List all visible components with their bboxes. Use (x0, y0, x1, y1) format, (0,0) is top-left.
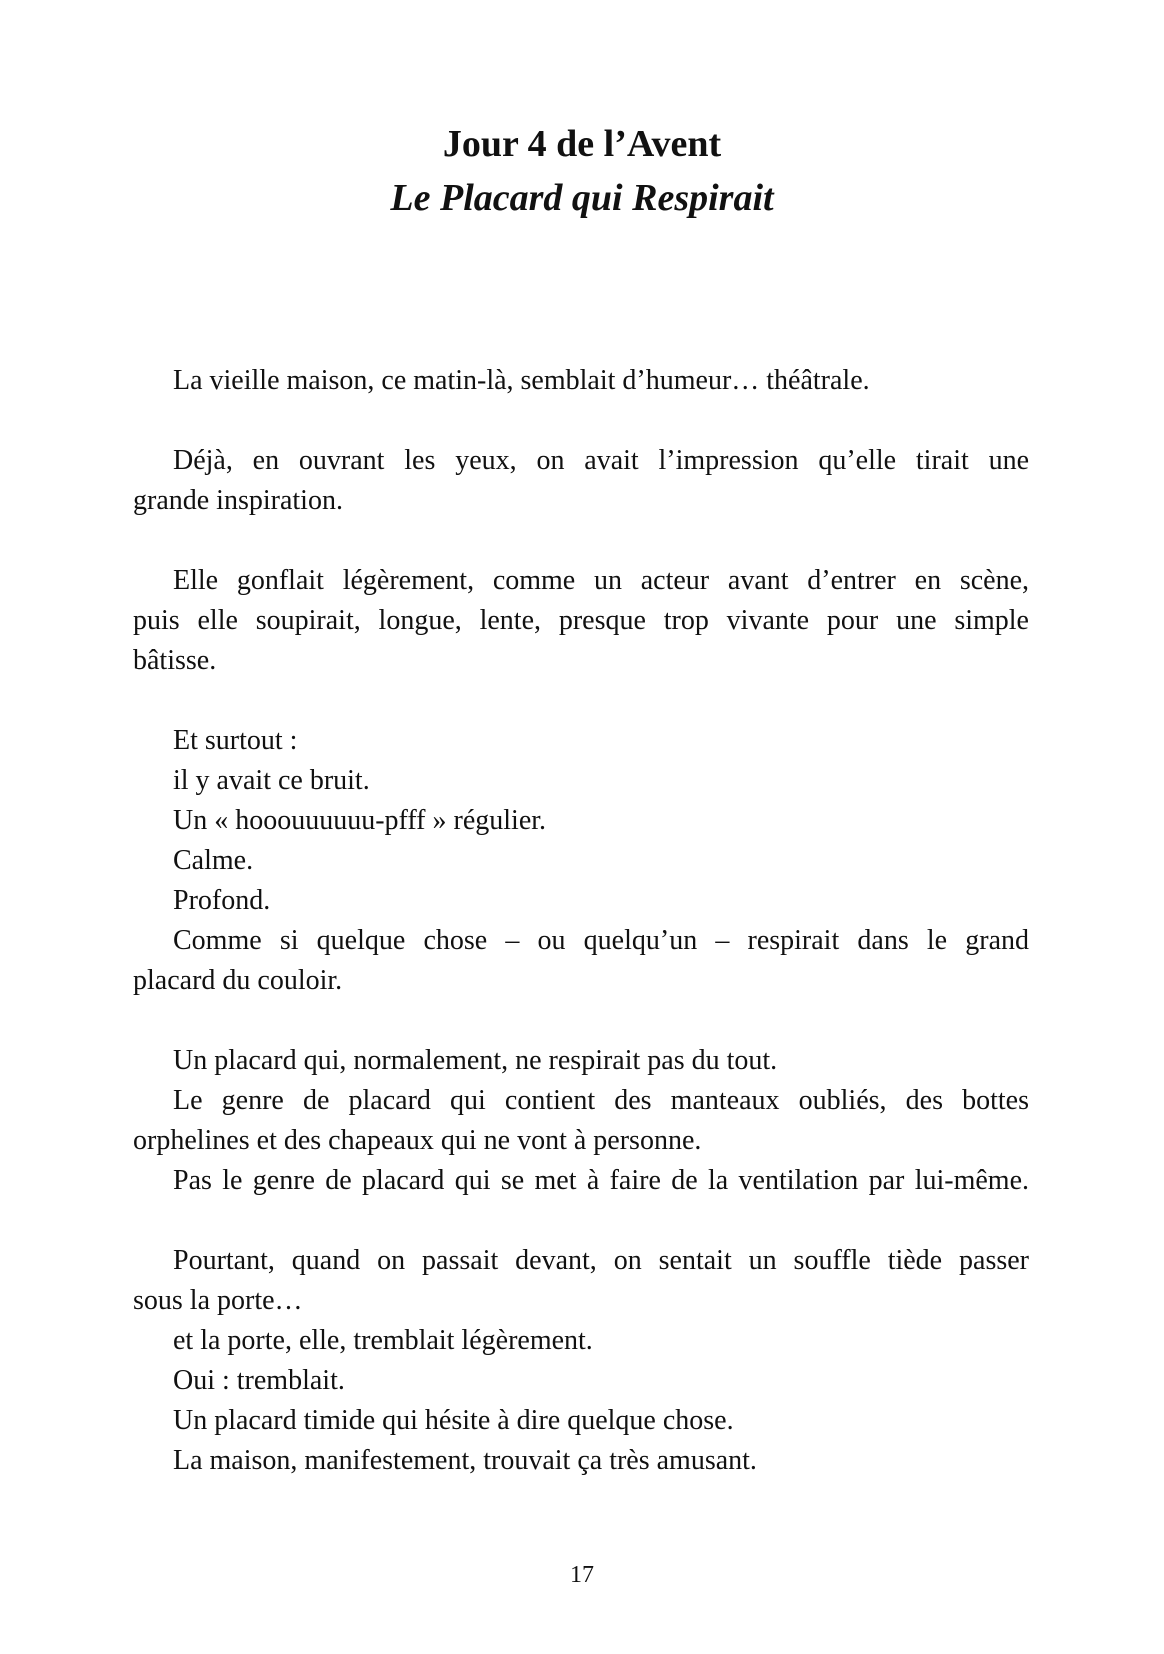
text-line: placard du couloir. (133, 965, 343, 996)
text-line: Un « hooouuuuuu-pfff » régulier. (173, 805, 547, 836)
text-line: sous la porte… (133, 1285, 303, 1316)
text-line: bâtisse. (133, 645, 217, 676)
text-line: Comme si quelque chose – ou quelqu’un – respirait dans le grand (173, 925, 1029, 956)
text-line: Le genre de placard qui contient des manteaux oubliés, des bottes (173, 1085, 1029, 1116)
paragraph-spacer (133, 1001, 1029, 1041)
text-line: Elle gonflait légèrement, comme un acteur avant d’entrer en scène, (173, 565, 1029, 596)
text-line: Pourtant, quand on passait devant, on sentait un souffle tiède passer (173, 1245, 1029, 1276)
text-line: Profond. (173, 885, 271, 916)
text-line: Déjà, en ouvrant les yeux, on avait l’impression qu’elle tirait une (173, 445, 1029, 476)
text-line: La vieille maison, ce matin-là, semblait d’humeur… théâtrale. (173, 365, 870, 396)
paragraph-spacer (133, 1201, 1029, 1241)
page-number: 17 (570, 1562, 594, 1588)
chapter-title: Jour 4 de l’Avent (442, 123, 722, 165)
text-line: puis elle soupirait, longue, lente, presque trop vivante pour une simple (133, 605, 1029, 636)
text-line: La maison, manifestement, trouvait ça très amusant. (173, 1445, 757, 1476)
text-line: orphelines et des chapeaux qui ne vont à personne. (133, 1125, 702, 1156)
text-line: Un placard qui, normalement, ne respirait pas du tout. (173, 1045, 778, 1076)
paragraph-spacer (133, 681, 1029, 721)
text-line: grande inspiration. (133, 485, 343, 516)
text-line: Et surtout : (173, 725, 298, 756)
paragraph-spacer (133, 521, 1029, 561)
text-line: Pas le genre de placard qui se met à faire de la ventilation par lui-même. (173, 1165, 1029, 1196)
chapter-subtitle: Le Placard qui Respirait (390, 177, 774, 219)
paragraph-spacer (133, 401, 1029, 441)
text-line: Un placard timide qui hésite à dire quelque chose. (173, 1405, 734, 1436)
text-line: Calme. (173, 845, 254, 876)
chapter-body (133, 361, 1029, 1481)
text-line: Oui : tremblait. (173, 1365, 345, 1396)
text-line: et la porte, elle, tremblait légèrement. (173, 1325, 593, 1356)
text-line: il y avait ce bruit. (173, 765, 370, 796)
